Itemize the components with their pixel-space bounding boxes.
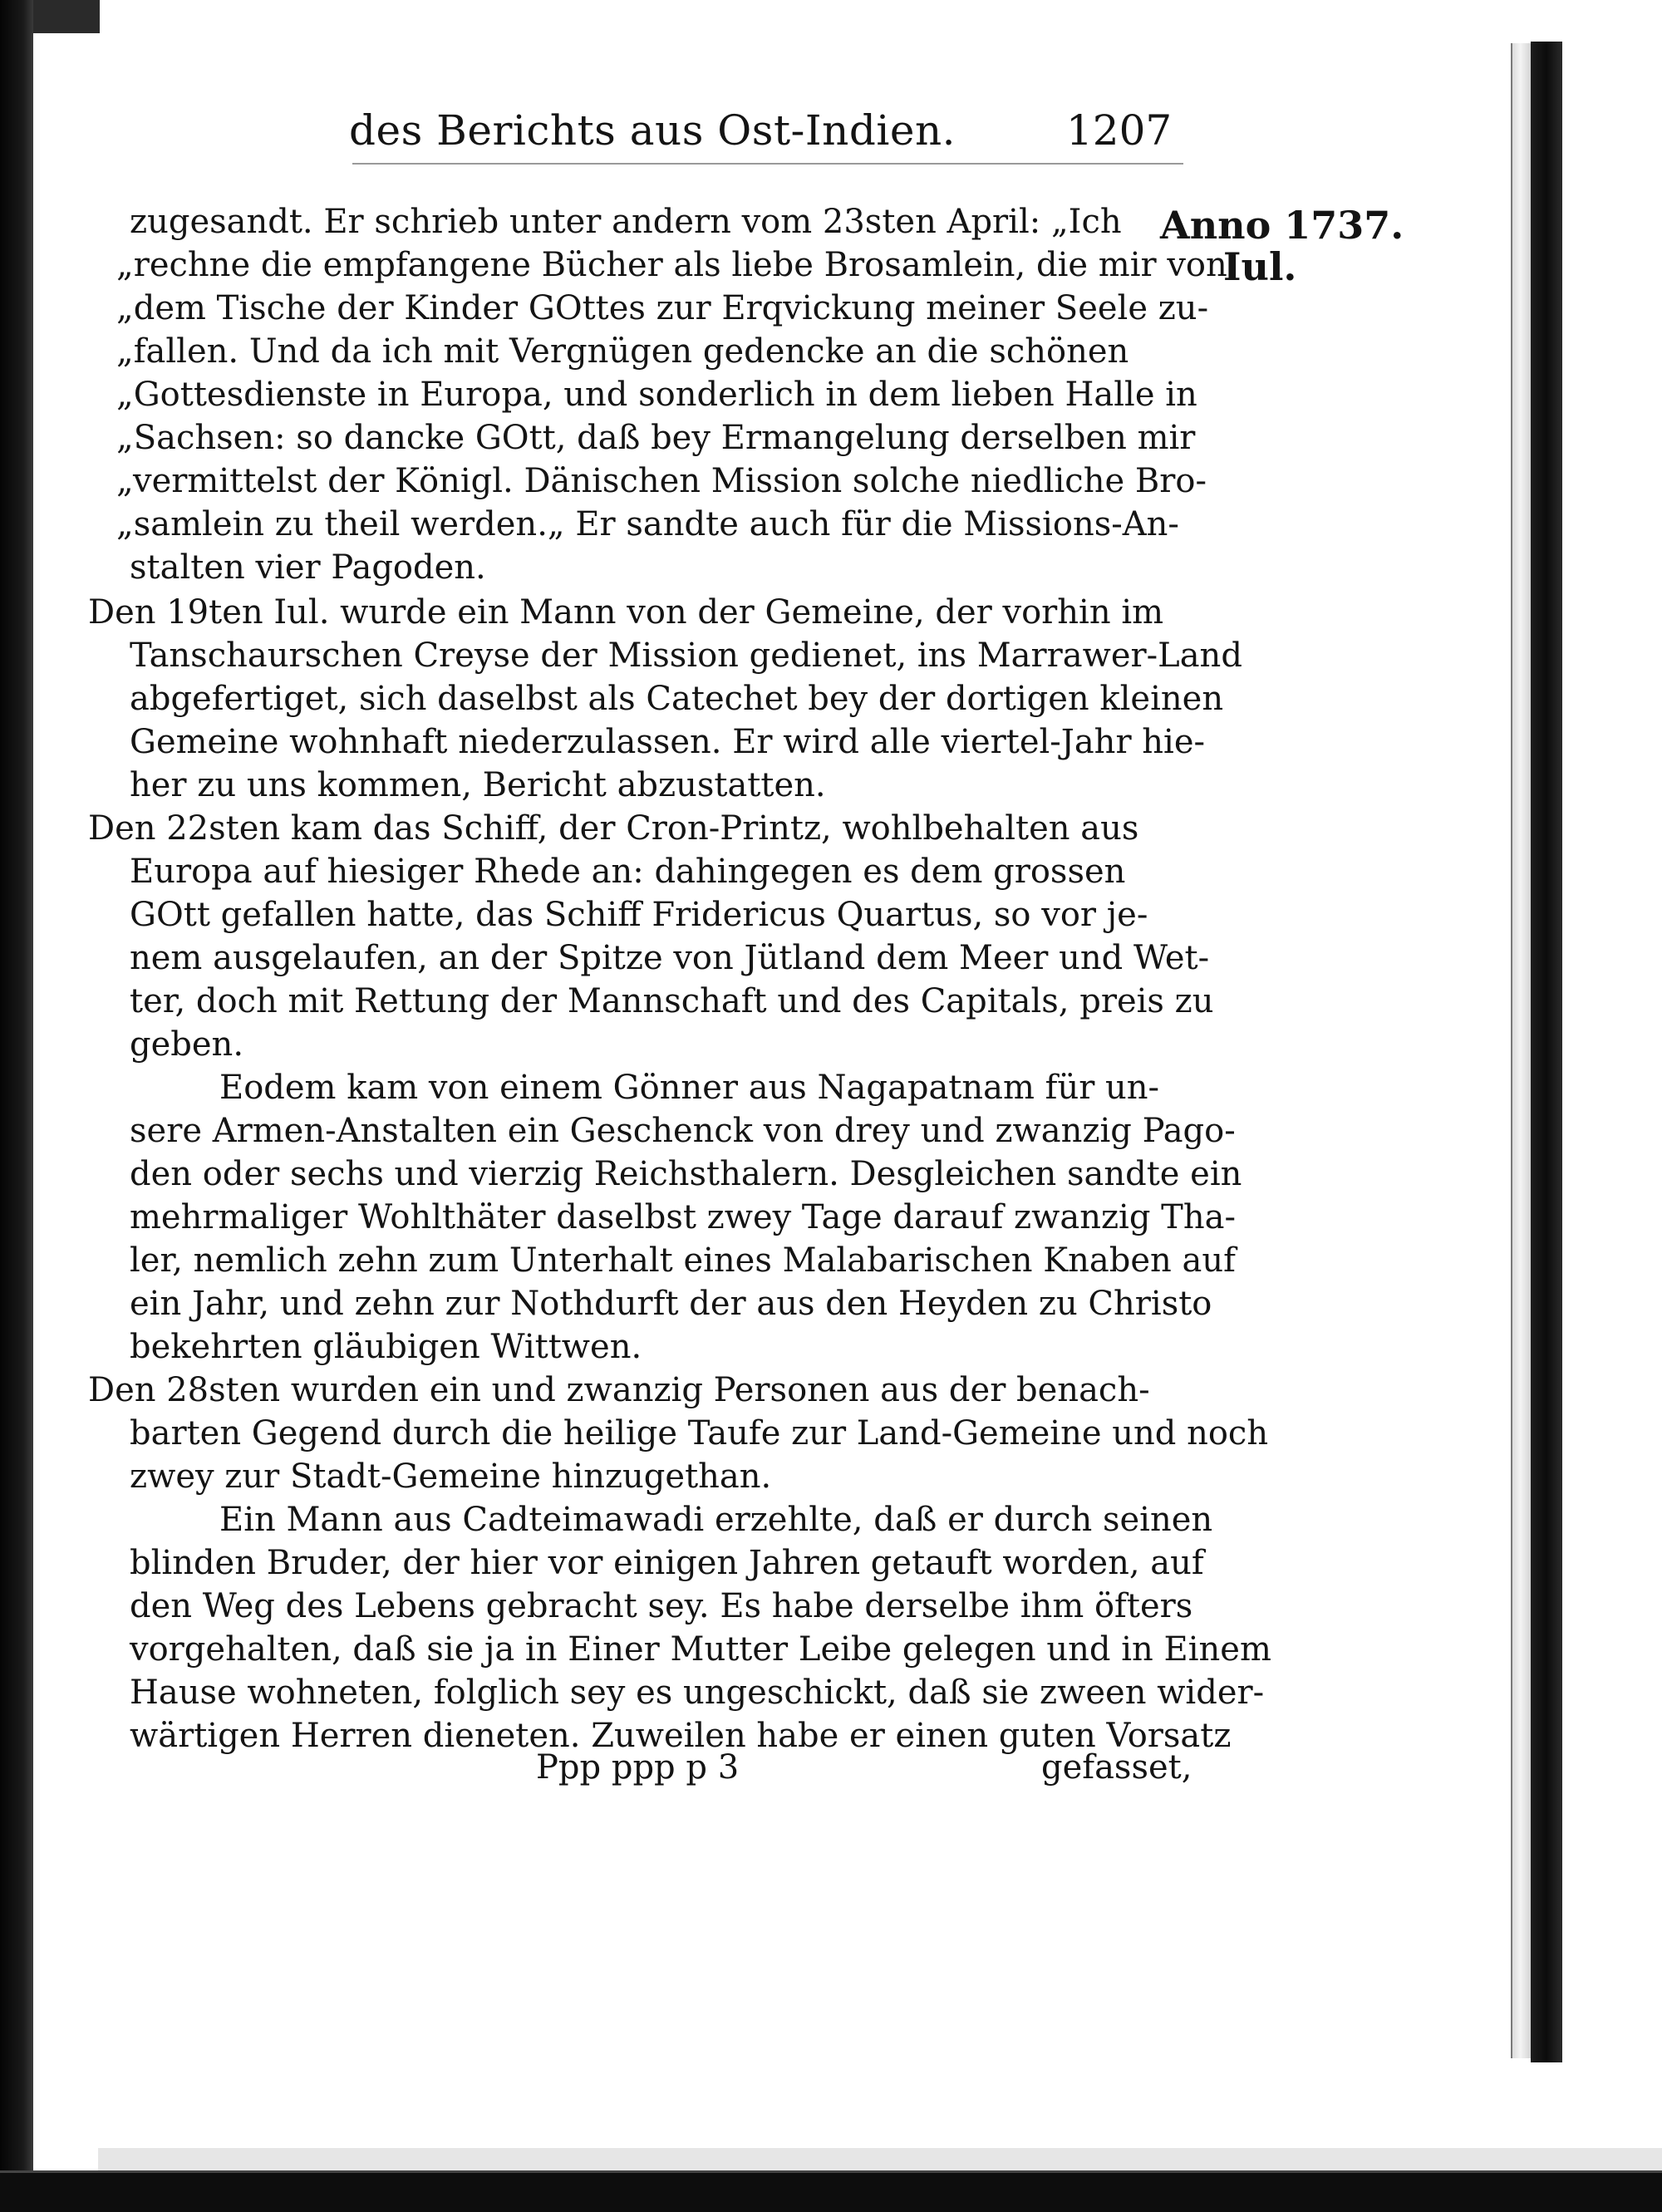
text-line: nem ausgelaufen, an der Spitze von Jütland dem Meer und Wet- <box>130 939 1210 977</box>
text-line: „vermittelst der Königl. Dänischen Mission solche niedliche Bro- <box>116 462 1207 500</box>
text-line: „fallen. Und da ich mit Vergnügen gedencke an die schönen <box>116 332 1129 371</box>
catchword: gefasset, <box>1041 1748 1192 1787</box>
text-line: geben. <box>130 1025 244 1064</box>
book-spine <box>1511 43 1532 2058</box>
text-line: den oder sechs und vierzig Reichsthalern. Desgleichen sandte ein <box>130 1155 1242 1193</box>
text-line: vorgehalten, daß sie ja in Einer Mutter Leibe gelegen und in Einem <box>130 1630 1271 1669</box>
text-line: Europa auf hiesiger Rhede an: dahingegen es dem grossen <box>130 853 1126 891</box>
text-line: mehrmaliger Wohlthäter daselbst zwey Tage darauf zwanzig Tha- <box>130 1198 1236 1236</box>
text-line: Den 22sten kam das Schiff, der Cron-Printz, wohlbehalten aus <box>88 809 1139 848</box>
running-head: des Berichts aus Ost-Indien. <box>349 106 956 155</box>
margin-note-year: Anno 1737. <box>1160 203 1404 248</box>
text-line: „samlein zu theil werden.„ Er sandte auch für die Missions-An- <box>116 505 1179 543</box>
text-line: zugesandt. Er schrieb unter andern vom 23sten April: „Ich <box>130 203 1122 241</box>
text-line: Gemeine wohnhaft niederzulassen. Er wird alle viertel-Jahr hie- <box>130 723 1206 761</box>
text-line: „rechne die empfangene Bücher als liebe Brosamlein, die mir von <box>116 246 1227 284</box>
text-line: sere Armen-Anstalten ein Geschenck von drey und zwanzig Pago- <box>130 1112 1236 1150</box>
text-line: Hause wohneten, folglich sey es ungeschickt, daß sie zween wider- <box>130 1674 1265 1712</box>
text-line: Eodem kam von einem Gönner aus Nagapatnam für un- <box>219 1069 1160 1107</box>
archive-footer-bar <box>0 2170 1662 2212</box>
text-line: abgefertiget, sich daselbst als Catechet bey der dortigen kleinen <box>130 680 1224 718</box>
text-line: barten Gegend durch die heilige Taufe zur Land-Gemeine und noch <box>130 1414 1269 1453</box>
text-line: zwey zur Stadt-Gemeine hinzugethan. <box>130 1457 772 1496</box>
text-line: „Sachsen: so dancke GOtt, daß bey Ermangelung derselben mir <box>116 419 1196 457</box>
text-line: den Weg des Lebens gebracht sey. Es habe derselbe ihm öfters <box>130 1587 1193 1625</box>
text-line: bekehrten gläubigen Wittwen. <box>130 1328 642 1366</box>
text-line: Den 28sten wurden ein und zwanzig Personen aus der benach- <box>88 1371 1150 1409</box>
text-line: her zu uns kommen, Bericht abzustatten. <box>130 766 826 804</box>
text-line: ein Jahr, und zehn zur Nothdurft der aus den Heyden zu Christo <box>130 1285 1212 1323</box>
text-line: GOtt gefallen hatte, das Schiff Fridericus Quartus, so vor je- <box>130 896 1148 934</box>
page-number: 1207 <box>1066 106 1173 155</box>
text-line: stalten vier Pagoden. <box>130 548 486 587</box>
text-line: „dem Tische der Kinder GOttes zur Erqvickung meiner Seele zu- <box>116 289 1209 327</box>
text-line: wärtigen Herren dieneten. Zuweilen habe er einen guten Vorsatz <box>130 1717 1232 1755</box>
text-line: Tanschaurschen Creyse der Mission gedienet, ins Marrawer-Land <box>130 637 1242 675</box>
text-line: ter, doch mit Rettung der Mannschaft und des Capitals, preis zu <box>130 982 1214 1020</box>
margin-note-month: Iul. <box>1223 244 1297 289</box>
header-rule <box>352 163 1183 165</box>
book-cover-edge <box>1531 42 1562 2062</box>
text-line: Den 19ten Iul. wurde ein Mann von der Gemeine, der vorhin im <box>88 593 1164 632</box>
signature-mark: Ppp ppp p 3 <box>536 1748 740 1787</box>
scanner-left-edge <box>0 0 33 2212</box>
text-line: „Gottesdienste in Europa, und sonderlich in dem lieben Halle in <box>116 376 1197 414</box>
scanner-top-corner <box>33 0 100 33</box>
text-line: Ein Mann aus Cadteimawadi erzehlte, daß er durch seinen <box>219 1501 1213 1539</box>
page-bottom-margin <box>98 2148 1662 2170</box>
text-line: blinden Bruder, der hier vor einigen Jahren getauft worden, auf <box>130 1544 1204 1582</box>
text-line: ler, nemlich zehn zum Unterhalt eines Malabarischen Knaben auf <box>130 1241 1236 1280</box>
